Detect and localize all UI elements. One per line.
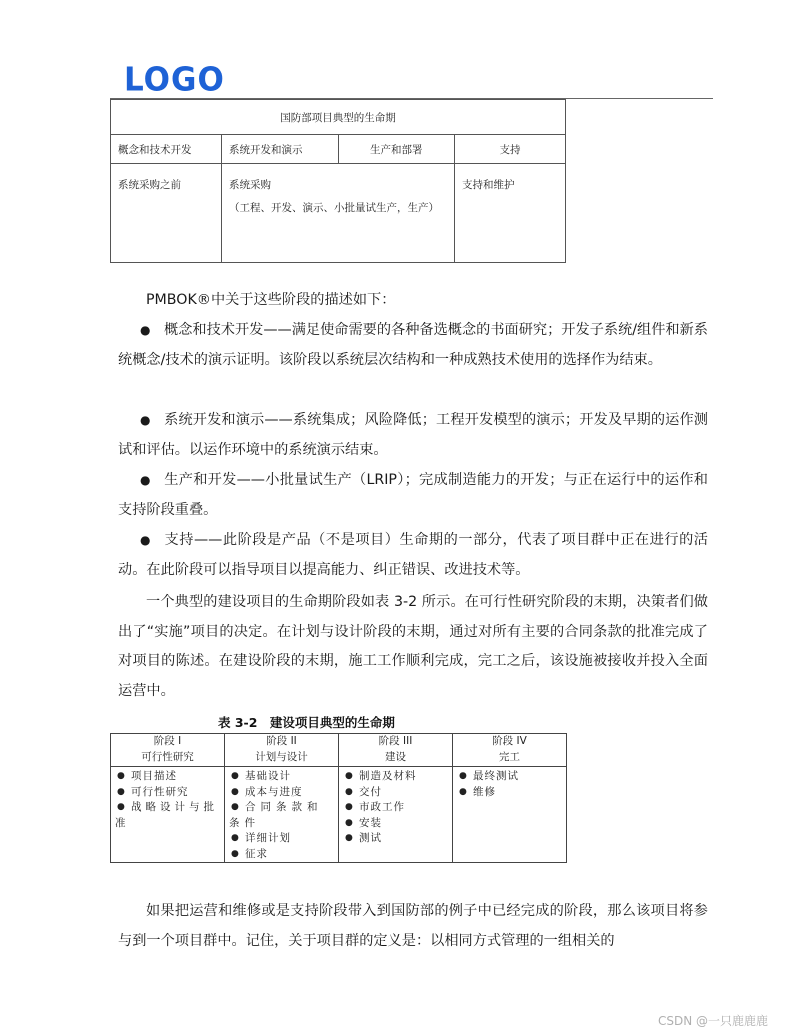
table2-phase-3-header <box>339 734 453 767</box>
list-item: ● 安装 <box>345 816 382 829</box>
phase-name: 完工 <box>499 750 520 763</box>
phase-name: 建设 <box>385 750 406 763</box>
list-item: ● 市政工作 <box>345 801 405 813</box>
list-item: ● 制造及材料 <box>345 770 417 782</box>
phase-label: 阶段 IV <box>492 735 527 747</box>
table2-phase-4-header <box>453 734 567 767</box>
table1-cell-acquisition <box>222 164 455 263</box>
list-item: ● 最终测试 <box>459 770 519 782</box>
table1-acquisition-detail: （工程、开发、演示、小批量试生产，生产） <box>229 202 439 214</box>
bullet-production <box>118 466 708 525</box>
construction-lifecycle-table <box>110 733 567 863</box>
table2-phase-1-header <box>111 734 225 767</box>
list-item: ● 成本与进度 <box>231 785 303 798</box>
logo: LOGO <box>124 61 225 99</box>
bullet-text: 概念和技术开发——满足使命需要的各种备选概念的书面研究；开发子系统/组件和新系统概念/技术的演示证明。该阶段以系统层次结构和一种成熟技术使用的选择作为结束。 <box>118 322 708 368</box>
bullet-system-dev <box>118 406 708 465</box>
table1-acquisition-title: 系统采购 <box>229 179 271 191</box>
bullet-concept <box>118 316 708 375</box>
list-item: ● 可行性研究 <box>117 785 189 798</box>
list-item: ● 详细计划 <box>231 832 291 844</box>
table2-phase-2-items <box>225 767 339 863</box>
intro-paragraph: PMBOK®中关于这些阶段的描述如下： <box>146 292 396 308</box>
construction-paragraph: 一个典型的建设项目的生命期阶段如表 3-2 所示。在可行性研究阶段的末期，决策者们做出了“实施”项目的决定。在计划与设计阶段的末期，通过对所有主要的合同条款的批准完成了对项目的陈述。在建设阶段的末期，施工工作顺利完成，完工之后，该设施被接收并投入全面运营中。 <box>118 594 708 699</box>
list-item: ● 基础设计 <box>231 770 291 782</box>
list-item: ● 合同条款和条件 <box>229 801 323 829</box>
phase-label: 阶段 II <box>266 735 297 747</box>
table1-caption: 国防部项目典型的生命期 <box>111 100 566 135</box>
table1-cell-support: 支持和维护 <box>455 164 566 263</box>
table2-title: 表 3-2 建设项目典型的生命期 <box>218 715 395 730</box>
closing-paragraph: 如果把运营和维修或是支持阶段带入到国防部的例子中已经完成的阶段，那么该项目将参与到一个项目群中。记住，关于项目群的定义是：以相同方式管理的一组相关的 <box>118 903 708 949</box>
table2-phase-4-items <box>453 767 567 863</box>
bullet-text: 系统开发和演示——系统集成；风险降低；工程开发模型的演示；开发及早期的运作测试和评估。以运作环境中的系统演示结束。 <box>118 412 708 458</box>
table1-header-system-dev: 系统开发和演示 <box>222 135 339 164</box>
list-item: ● 征求 <box>231 847 268 860</box>
table2-phase-2-header <box>225 734 339 767</box>
bullet-dot: ● <box>140 533 151 547</box>
bullet-support <box>118 526 708 585</box>
table1-header-production: 生产和部署 <box>338 135 455 164</box>
bullet-text: 支持——此阶段是产品（不是项目）生命期的一部分，代表了项目群中正在进行的活动。在此阶段可以指导项目以提高能力、纠正错误、改进技术等。 <box>118 532 708 578</box>
table2-phase-1-items <box>111 767 225 863</box>
phase-label: 阶段 III <box>378 735 413 747</box>
bullet-dot: ● <box>140 413 151 427</box>
table1-header-support: 支持 <box>455 135 566 164</box>
list-item: ● 测试 <box>345 832 382 844</box>
watermark: CSDN @一只鹿鹿鹿 <box>658 1014 769 1028</box>
list-item: ● 战略设计与批准 <box>115 801 218 829</box>
list-item: ● 交付 <box>345 785 382 798</box>
table1-cell-pre-acquisition: 系统采购之前 <box>111 164 222 263</box>
phase-label: 阶段 I <box>153 735 182 747</box>
list-item: ● 维修 <box>459 785 496 798</box>
phase-name: 可行性研究 <box>141 750 194 763</box>
table2-phase-3-items <box>339 767 453 863</box>
list-item: ● 项目描述 <box>117 770 177 782</box>
bullet-dot: ● <box>140 473 151 487</box>
dod-lifecycle-table <box>110 99 566 263</box>
table1-header-concept: 概念和技术开发 <box>111 135 222 164</box>
bullet-text: 生产和开发——小批量试生产（LRIP）；完成制造能力的开发；与正在运行中的运作和支持阶段重叠。 <box>118 472 708 518</box>
bullet-dot: ● <box>140 323 151 337</box>
phase-name: 计划与设计 <box>255 750 308 763</box>
